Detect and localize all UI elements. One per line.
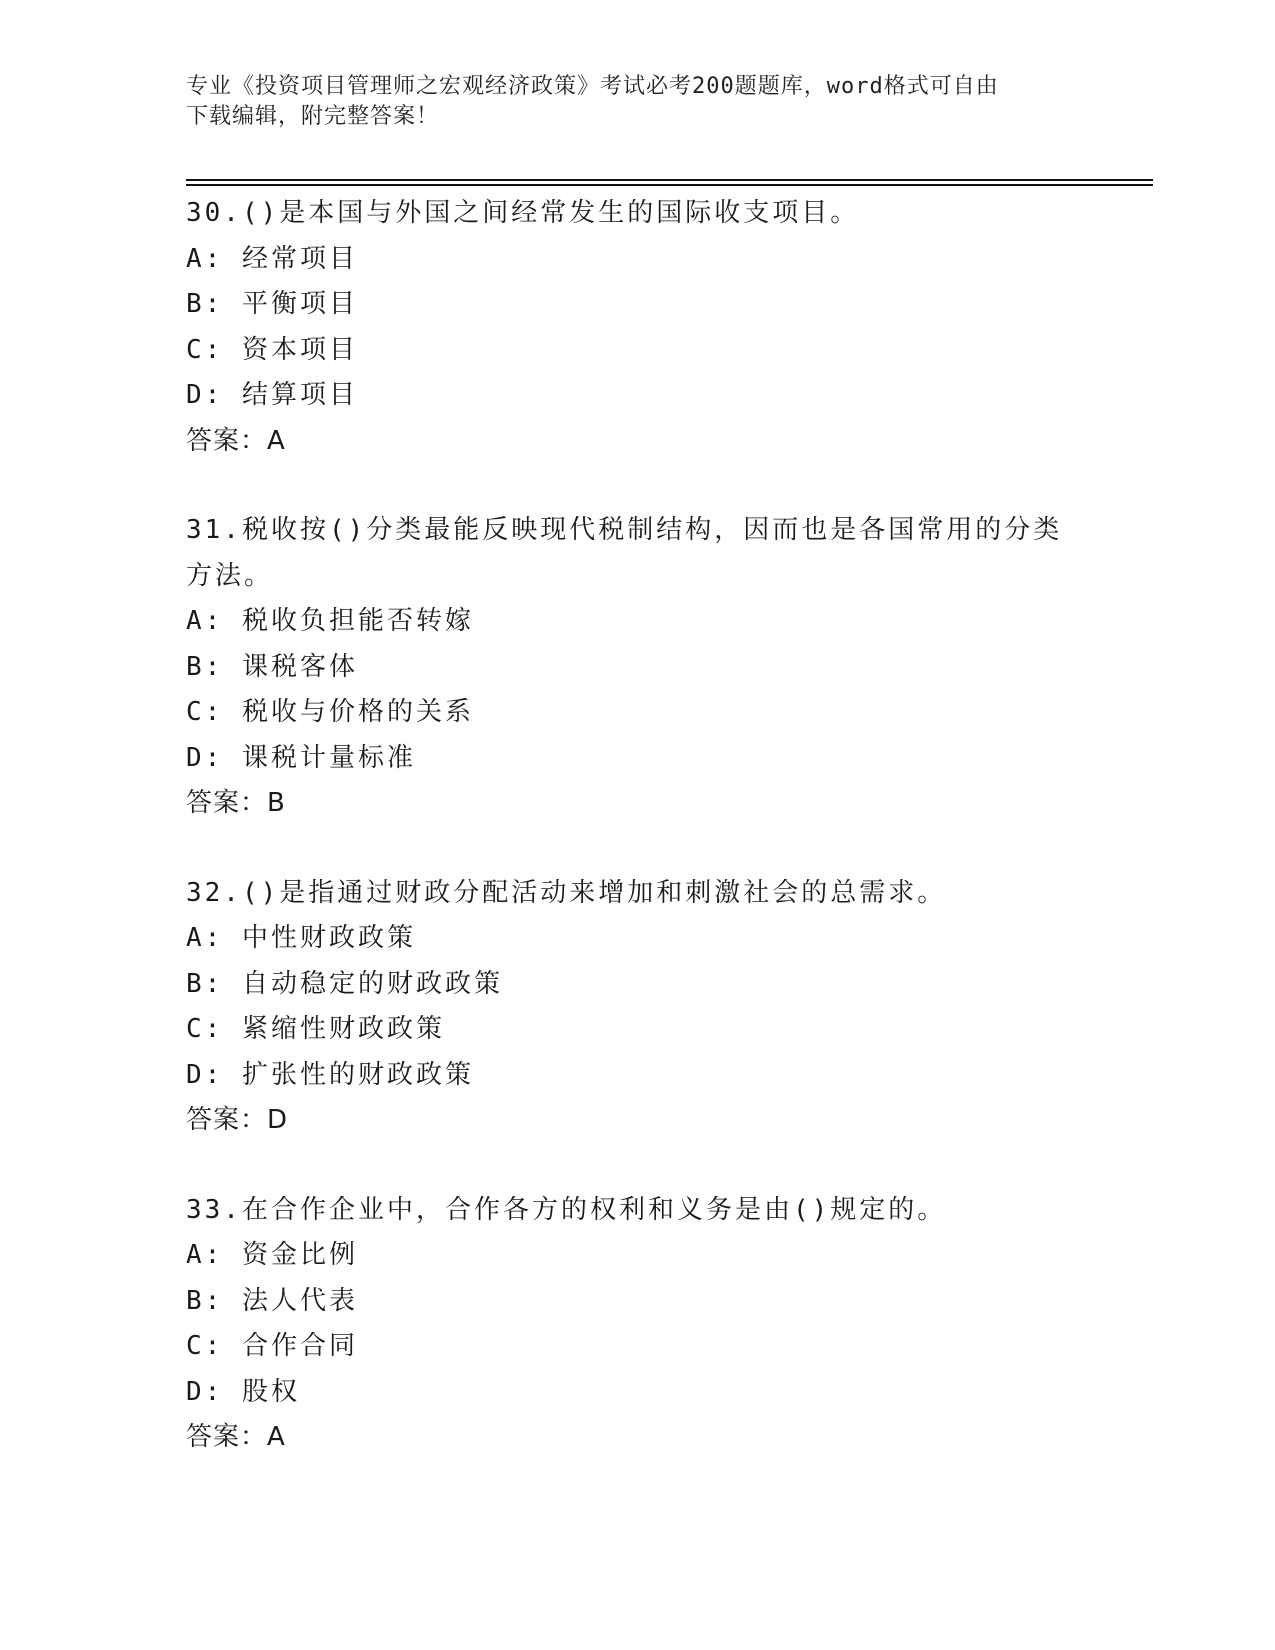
header-divider-bottom (186, 184, 1153, 186)
question-31 (186, 508, 1086, 827)
question-stem: 33.在合作企业中，合作各方的权利和义务是由()规定的。 (186, 1194, 947, 1225)
question-stem: 32.()是指通过财政分配活动来增加和刺激社会的总需求。 (186, 877, 947, 908)
option-a: A: 经常项目 (186, 243, 358, 274)
option-c: C: 合作合同 (186, 1331, 358, 1361)
question-30 (186, 191, 1086, 464)
question-list (186, 191, 1086, 1505)
header-line-1: 专业《投资项目管理师之宏观经济政策》考试必考200题题库，word格式可自由 (186, 74, 999, 99)
header-line-2: 下载编辑，附完整答案！ (186, 104, 440, 129)
answer: 答案：A (186, 1422, 286, 1452)
question-32 (186, 871, 1086, 1144)
option-b: B: 法人代表 (186, 1285, 358, 1316)
option-c: C: 税收与价格的关系 (186, 697, 474, 727)
question-stem: 30.()是本国与外国之间经常发生的国际收支项目。 (186, 198, 860, 228)
option-c: C: 紧缩性财政政策 (186, 1014, 445, 1044)
option-a: A: 税收负担能否转嫁 (186, 606, 474, 636)
question-stem: 31.税收按()分类最能反映现代税制结构，因而也是各国常用的分类方法。 (186, 515, 1063, 591)
header-divider-top (186, 179, 1153, 181)
option-d: D: 课税计量标准 (186, 742, 416, 773)
option-d: D: 扩张性的财政政策 (186, 1059, 474, 1090)
option-d: D: 结算项目 (186, 380, 358, 410)
answer: 答案：B (186, 788, 286, 818)
answer: 答案：D (186, 1105, 289, 1135)
question-33 (186, 1188, 1086, 1461)
option-c: C: 资本项目 (186, 334, 358, 365)
option-b: B: 平衡项目 (186, 289, 358, 319)
option-b: B: 自动稳定的财政政策 (186, 968, 503, 999)
option-a: A: 资金比例 (186, 1240, 358, 1270)
answer: 答案：A (186, 425, 286, 456)
option-b: B: 课税客体 (186, 651, 358, 682)
option-a: A: 中性财政政策 (186, 923, 416, 953)
option-d: D: 股权 (186, 1376, 300, 1407)
document-header (186, 72, 1066, 132)
